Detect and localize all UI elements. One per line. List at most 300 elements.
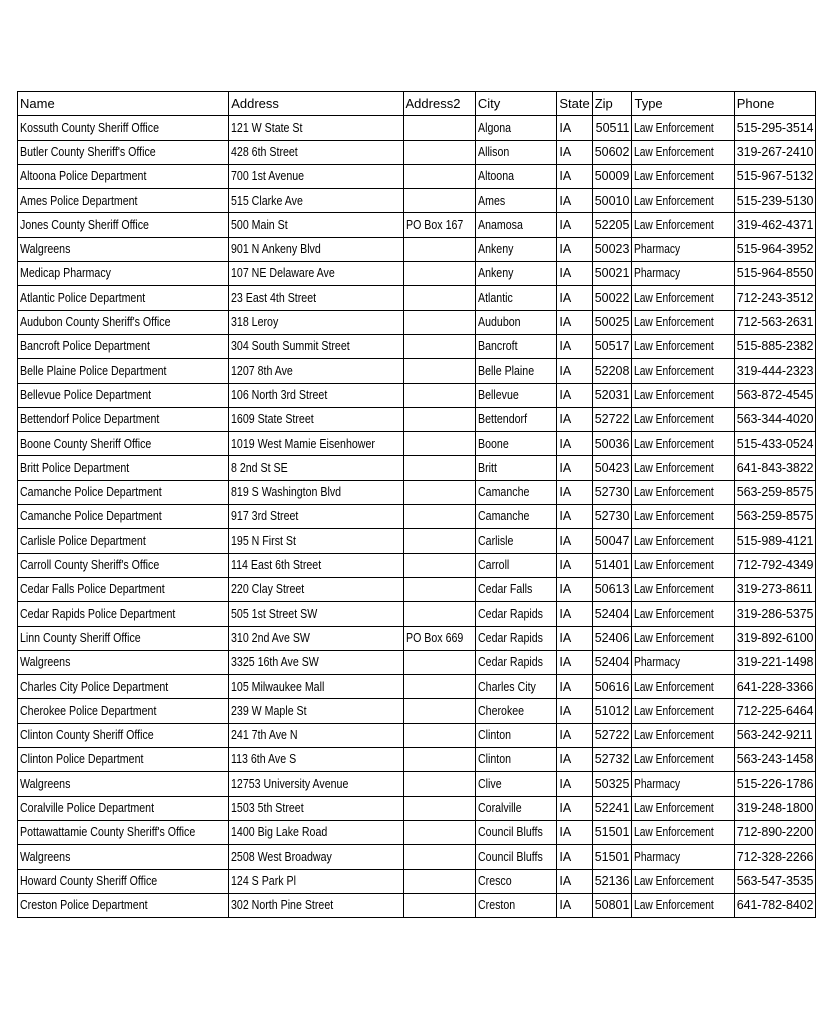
cell-text: IA bbox=[559, 363, 572, 378]
cell-state bbox=[557, 796, 592, 820]
cell-city bbox=[475, 602, 556, 626]
cell-zip bbox=[592, 893, 632, 917]
cell-text: 712-225-6464 bbox=[736, 703, 814, 718]
cell-text: Pharmacy bbox=[634, 655, 681, 670]
cell-text: 50022 bbox=[594, 290, 630, 305]
cell-type bbox=[632, 893, 734, 917]
cell-text: 52404 bbox=[594, 606, 630, 621]
cell-text: 114 East 6th Street bbox=[231, 558, 322, 573]
cell-zip bbox=[592, 262, 632, 286]
cell-text: Camanche Police Department bbox=[20, 485, 162, 500]
cell-text: Law Enforcement bbox=[634, 679, 715, 694]
cell-address bbox=[229, 845, 403, 869]
cell-city bbox=[475, 116, 556, 140]
cell-text: Law Enforcement bbox=[634, 558, 715, 573]
cell-text: IA bbox=[559, 217, 572, 232]
cell-type bbox=[632, 164, 734, 188]
cell-text: 563-547-3535 bbox=[736, 873, 814, 888]
cell-state bbox=[557, 286, 592, 310]
cell-phone bbox=[734, 723, 816, 747]
cell-state bbox=[557, 699, 592, 723]
cell-text: Law Enforcement bbox=[634, 728, 715, 743]
cell-text: 304 South Summit Street bbox=[231, 339, 350, 354]
cell-text: 319-221-1498 bbox=[736, 655, 814, 670]
cell-state bbox=[557, 869, 592, 893]
cell-text: Clinton County Sheriff Office bbox=[20, 728, 154, 743]
cell-address bbox=[229, 577, 403, 601]
cell-text: 50025 bbox=[594, 315, 630, 330]
cell-zip bbox=[592, 723, 632, 747]
cell-city bbox=[475, 748, 556, 772]
cell-state bbox=[557, 675, 592, 699]
cell-address2 bbox=[403, 334, 475, 358]
cell-address bbox=[229, 262, 403, 286]
table-row bbox=[18, 359, 816, 383]
cell-zip bbox=[592, 869, 632, 893]
header-phone: Phone bbox=[734, 92, 816, 116]
cell-address bbox=[229, 480, 403, 504]
cell-phone bbox=[734, 310, 816, 334]
cell-text: 113 6th Ave S bbox=[231, 752, 297, 767]
cell-type bbox=[632, 310, 734, 334]
cell-text: 515-239-5130 bbox=[736, 193, 814, 208]
cell-text: Medicap Pharmacy bbox=[20, 266, 111, 281]
cell-zip bbox=[592, 432, 632, 456]
cell-city bbox=[475, 626, 556, 650]
cell-text: IA bbox=[559, 533, 572, 548]
cell-phone bbox=[734, 820, 816, 844]
cell-type bbox=[632, 869, 734, 893]
cell-state bbox=[557, 650, 592, 674]
cell-city bbox=[475, 310, 556, 334]
cell-text: 1609 State Street bbox=[231, 412, 314, 427]
cell-text: Boone bbox=[477, 436, 509, 451]
cell-text: Bancroft bbox=[477, 339, 518, 354]
cell-text: Cedar Rapids bbox=[477, 655, 543, 670]
cell-state bbox=[557, 213, 592, 237]
cell-type bbox=[632, 140, 734, 164]
cell-zip bbox=[592, 602, 632, 626]
cell-text: IA bbox=[559, 703, 572, 718]
table-row bbox=[18, 480, 816, 504]
cell-text: Creston bbox=[477, 898, 516, 913]
cell-name bbox=[18, 164, 229, 188]
cell-address bbox=[229, 456, 403, 480]
cell-text: 515-989-4121 bbox=[736, 533, 814, 548]
cell-name bbox=[18, 189, 229, 213]
cell-text: Jones County Sheriff Office bbox=[20, 217, 149, 232]
cell-text: 50602 bbox=[594, 144, 630, 159]
cell-type bbox=[632, 116, 734, 140]
cell-text: 52722 bbox=[594, 728, 630, 743]
cell-address2 bbox=[403, 626, 475, 650]
cell-zip bbox=[592, 286, 632, 310]
cell-text: IA bbox=[559, 558, 572, 573]
cell-city bbox=[475, 723, 556, 747]
cell-text: Britt Police Department bbox=[20, 460, 130, 475]
cell-type bbox=[632, 237, 734, 261]
cell-type bbox=[632, 529, 734, 553]
cell-zip bbox=[592, 456, 632, 480]
cell-text: Atlantic bbox=[477, 290, 513, 305]
cell-type bbox=[632, 723, 734, 747]
cell-zip bbox=[592, 480, 632, 504]
cell-text: IA bbox=[559, 825, 572, 840]
cell-text: Clinton bbox=[477, 752, 511, 767]
cell-text: 319-444-2323 bbox=[736, 363, 814, 378]
cell-address bbox=[229, 334, 403, 358]
cell-text: 712-890-2200 bbox=[736, 825, 814, 840]
cell-zip bbox=[592, 626, 632, 650]
cell-text: 195 N First St bbox=[231, 533, 297, 548]
cell-phone bbox=[734, 116, 816, 140]
cell-phone bbox=[734, 286, 816, 310]
cell-zip bbox=[592, 650, 632, 674]
cell-zip bbox=[592, 845, 632, 869]
table-row bbox=[18, 334, 816, 358]
cell-name bbox=[18, 286, 229, 310]
cell-zip bbox=[592, 140, 632, 164]
table-row bbox=[18, 553, 816, 577]
cell-text: Clinton Police Department bbox=[20, 752, 144, 767]
cell-text: Law Enforcement bbox=[634, 582, 715, 597]
cell-address2 bbox=[403, 116, 475, 140]
cell-type bbox=[632, 383, 734, 407]
header-type: Type bbox=[632, 92, 734, 116]
table-row bbox=[18, 189, 816, 213]
cell-name bbox=[18, 650, 229, 674]
cell-zip bbox=[592, 213, 632, 237]
cell-text: 50517 bbox=[594, 339, 630, 354]
cell-state bbox=[557, 820, 592, 844]
cell-city bbox=[475, 140, 556, 164]
cell-text: 51012 bbox=[594, 703, 630, 718]
table-row bbox=[18, 116, 816, 140]
cell-text: 901 N Ankeny Blvd bbox=[231, 242, 321, 257]
cell-text: 50423 bbox=[594, 460, 630, 475]
cell-text: PO Box 669 bbox=[405, 630, 463, 645]
cell-text: 50325 bbox=[594, 776, 630, 791]
cell-text: IA bbox=[559, 485, 572, 500]
cell-text: 563-259-8575 bbox=[736, 485, 814, 500]
cell-text: Law Enforcement bbox=[634, 339, 715, 354]
cell-type bbox=[632, 480, 734, 504]
cell-phone bbox=[734, 796, 816, 820]
cell-address2 bbox=[403, 748, 475, 772]
cell-text: Law Enforcement bbox=[634, 169, 715, 184]
cell-text: 515-885-2382 bbox=[736, 339, 814, 354]
cell-phone bbox=[734, 529, 816, 553]
cell-type bbox=[632, 602, 734, 626]
cell-city bbox=[475, 699, 556, 723]
cell-text: IA bbox=[559, 460, 572, 475]
cell-address bbox=[229, 189, 403, 213]
cell-text: 52205 bbox=[594, 217, 630, 232]
cell-text: 52730 bbox=[594, 509, 630, 524]
cell-city bbox=[475, 820, 556, 844]
cell-phone bbox=[734, 480, 816, 504]
cell-name bbox=[18, 553, 229, 577]
cell-text: Law Enforcement bbox=[634, 460, 715, 475]
cell-text: IA bbox=[559, 315, 572, 330]
cell-text: 819 S Washington Blvd bbox=[231, 485, 342, 500]
cell-text: 1400 Big Lake Road bbox=[231, 825, 328, 840]
cell-city bbox=[475, 675, 556, 699]
cell-text: IA bbox=[559, 266, 572, 281]
cell-name bbox=[18, 383, 229, 407]
cell-state bbox=[557, 237, 592, 261]
cell-text: Charles City Police Department bbox=[20, 679, 169, 694]
cell-zip bbox=[592, 189, 632, 213]
cell-address bbox=[229, 116, 403, 140]
cell-type bbox=[632, 675, 734, 699]
cell-text: 515-433-0524 bbox=[736, 436, 814, 451]
cell-text: Law Enforcement bbox=[634, 387, 715, 402]
cell-text: 52031 bbox=[594, 387, 630, 402]
cell-name bbox=[18, 845, 229, 869]
cell-text: Law Enforcement bbox=[634, 144, 715, 159]
cell-type bbox=[632, 699, 734, 723]
cell-zip bbox=[592, 407, 632, 431]
table-row bbox=[18, 602, 816, 626]
cell-city bbox=[475, 869, 556, 893]
table-row bbox=[18, 675, 816, 699]
cell-text: Law Enforcement bbox=[634, 290, 715, 305]
cell-city bbox=[475, 189, 556, 213]
cell-address2 bbox=[403, 286, 475, 310]
cell-phone bbox=[734, 189, 816, 213]
header-row bbox=[18, 92, 816, 116]
cell-text: IA bbox=[559, 873, 572, 888]
cell-text: 917 3rd Street bbox=[231, 509, 299, 524]
cell-text: IA bbox=[559, 606, 572, 621]
cell-zip bbox=[592, 334, 632, 358]
cell-text: Kossuth County Sheriff Office bbox=[20, 120, 159, 135]
table-row bbox=[18, 310, 816, 334]
cell-city bbox=[475, 359, 556, 383]
cell-text: 239 W Maple St bbox=[231, 703, 307, 718]
cell-text: Ames bbox=[477, 193, 506, 208]
cell-type bbox=[632, 189, 734, 213]
cell-address bbox=[229, 820, 403, 844]
cell-zip bbox=[592, 116, 632, 140]
cell-text: 52404 bbox=[594, 655, 630, 670]
cell-text: IA bbox=[559, 436, 572, 451]
cell-text: IA bbox=[559, 144, 572, 159]
cell-text: Ankeny bbox=[477, 266, 514, 281]
cell-address bbox=[229, 505, 403, 529]
cell-zip bbox=[592, 772, 632, 796]
cell-name bbox=[18, 505, 229, 529]
cell-address bbox=[229, 407, 403, 431]
cell-text: Bancroft Police Department bbox=[20, 339, 150, 354]
cell-text: Britt bbox=[477, 460, 497, 475]
cell-type bbox=[632, 650, 734, 674]
cell-text: Law Enforcement bbox=[634, 436, 715, 451]
cell-address2 bbox=[403, 772, 475, 796]
cell-text: 641-843-3822 bbox=[736, 460, 814, 475]
cell-text: 50616 bbox=[594, 679, 630, 694]
cell-text: 319-462-4371 bbox=[736, 217, 814, 232]
cell-state bbox=[557, 407, 592, 431]
cell-address2 bbox=[403, 893, 475, 917]
cell-text: Law Enforcement bbox=[634, 412, 715, 427]
cell-address2 bbox=[403, 699, 475, 723]
cell-name bbox=[18, 626, 229, 650]
cell-phone bbox=[734, 407, 816, 431]
cell-text: Anamosa bbox=[477, 217, 523, 232]
table-row bbox=[18, 529, 816, 553]
cell-text: Ankeny bbox=[477, 242, 514, 257]
cell-text: 310 2nd Ave SW bbox=[231, 630, 311, 645]
cell-text: Boone County Sheriff Office bbox=[20, 436, 152, 451]
cell-phone bbox=[734, 748, 816, 772]
cell-text: IA bbox=[559, 412, 572, 427]
cell-address2 bbox=[403, 820, 475, 844]
header-city: City bbox=[475, 92, 556, 116]
cell-state bbox=[557, 602, 592, 626]
cell-text: PO Box 167 bbox=[405, 217, 463, 232]
cell-address2 bbox=[403, 796, 475, 820]
table-row bbox=[18, 845, 816, 869]
cell-type bbox=[632, 796, 734, 820]
table-row bbox=[18, 626, 816, 650]
spreadsheet-table bbox=[17, 91, 816, 918]
cell-state bbox=[557, 116, 592, 140]
cell-text: 220 Clay Street bbox=[231, 582, 305, 597]
cell-text: 106 North 3rd Street bbox=[231, 387, 328, 402]
cell-text: 8 2nd St SE bbox=[231, 460, 288, 475]
cell-state bbox=[557, 723, 592, 747]
cell-type bbox=[632, 748, 734, 772]
cell-phone bbox=[734, 602, 816, 626]
cell-name bbox=[18, 456, 229, 480]
cell-text: 1503 5th Street bbox=[231, 801, 304, 815]
cell-text: 51501 bbox=[594, 849, 630, 864]
cell-state bbox=[557, 480, 592, 504]
cell-address bbox=[229, 675, 403, 699]
table-row bbox=[18, 869, 816, 893]
cell-address bbox=[229, 772, 403, 796]
cell-name bbox=[18, 577, 229, 601]
cell-text: 3325 16th Ave SW bbox=[231, 655, 320, 670]
cell-phone bbox=[734, 626, 816, 650]
cell-zip bbox=[592, 820, 632, 844]
cell-zip bbox=[592, 505, 632, 529]
cell-text: 500 Main St bbox=[231, 217, 288, 232]
cell-zip bbox=[592, 699, 632, 723]
header-state: State bbox=[557, 92, 592, 116]
table-row bbox=[18, 723, 816, 747]
cell-text: 1207 8th Ave bbox=[231, 363, 294, 378]
cell-state bbox=[557, 772, 592, 796]
cell-text: 52722 bbox=[594, 412, 630, 427]
cell-text: Altoona Police Department bbox=[20, 169, 147, 184]
cell-text: 319-273-8611 bbox=[736, 582, 813, 597]
cell-name bbox=[18, 529, 229, 553]
cell-phone bbox=[734, 383, 816, 407]
cell-text: 50010 bbox=[594, 193, 630, 208]
cell-text: Coralville bbox=[477, 801, 522, 815]
cell-text: Cresco bbox=[477, 873, 512, 888]
cell-address bbox=[229, 310, 403, 334]
cell-text: Audubon bbox=[477, 315, 521, 330]
cell-text: 563-259-8575 bbox=[736, 509, 814, 524]
cell-text: 50047 bbox=[594, 533, 630, 548]
cell-text: Camanche bbox=[477, 509, 530, 524]
cell-city bbox=[475, 237, 556, 261]
cell-text: Law Enforcement bbox=[634, 217, 715, 232]
cell-text: 121 W State St bbox=[231, 120, 303, 135]
cell-address bbox=[229, 626, 403, 650]
cell-city bbox=[475, 772, 556, 796]
cell-text: 505 1st Street SW bbox=[231, 606, 318, 621]
cell-zip bbox=[592, 164, 632, 188]
cell-state bbox=[557, 626, 592, 650]
cell-text: Walgreens bbox=[20, 655, 71, 670]
cell-text: IA bbox=[559, 776, 572, 791]
cell-text: Coralville Police Department bbox=[20, 801, 155, 815]
cell-phone bbox=[734, 164, 816, 188]
cell-address2 bbox=[403, 213, 475, 237]
cell-text: 515-967-5132 bbox=[736, 169, 814, 184]
cell-text: 302 North Pine Street bbox=[231, 898, 334, 913]
cell-phone bbox=[734, 213, 816, 237]
table-row bbox=[18, 505, 816, 529]
cell-text: Law Enforcement bbox=[634, 873, 715, 888]
cell-name bbox=[18, 237, 229, 261]
cell-city bbox=[475, 893, 556, 917]
cell-text: Bettendorf bbox=[477, 412, 527, 427]
cell-state bbox=[557, 553, 592, 577]
cell-text: Law Enforcement bbox=[634, 315, 715, 330]
cell-phone bbox=[734, 334, 816, 358]
cell-text: Creston Police Department bbox=[20, 898, 148, 913]
cell-zip bbox=[592, 359, 632, 383]
cell-text: IA bbox=[559, 242, 572, 257]
cell-text: Law Enforcement bbox=[634, 606, 715, 621]
cell-state bbox=[557, 505, 592, 529]
cell-type bbox=[632, 553, 734, 577]
cell-zip bbox=[592, 237, 632, 261]
cell-city bbox=[475, 407, 556, 431]
cell-name bbox=[18, 310, 229, 334]
cell-name bbox=[18, 213, 229, 237]
cell-text: 515-295-3514 bbox=[736, 120, 814, 135]
cell-address2 bbox=[403, 480, 475, 504]
cell-address2 bbox=[403, 237, 475, 261]
cell-state bbox=[557, 189, 592, 213]
cell-state bbox=[557, 310, 592, 334]
cell-address bbox=[229, 213, 403, 237]
cell-text: Walgreens bbox=[20, 242, 71, 257]
cell-text: 319-248-1800 bbox=[736, 801, 814, 815]
cell-name bbox=[18, 893, 229, 917]
cell-text: Atlantic Police Department bbox=[20, 290, 146, 305]
cell-name bbox=[18, 140, 229, 164]
cell-text: Carroll County Sheriff's Office bbox=[20, 558, 160, 573]
cell-text: 712-328-2266 bbox=[736, 849, 814, 864]
cell-text: IA bbox=[559, 582, 572, 597]
cell-text: 241 7th Ave N bbox=[231, 728, 298, 743]
cell-text: Bellevue Police Department bbox=[20, 387, 152, 402]
cell-state bbox=[557, 845, 592, 869]
cell-name bbox=[18, 699, 229, 723]
cell-text: 515 Clarke Ave bbox=[231, 193, 304, 208]
cell-text: Butler County Sheriff's Office bbox=[20, 144, 156, 159]
table-row bbox=[18, 772, 816, 796]
cell-address2 bbox=[403, 164, 475, 188]
